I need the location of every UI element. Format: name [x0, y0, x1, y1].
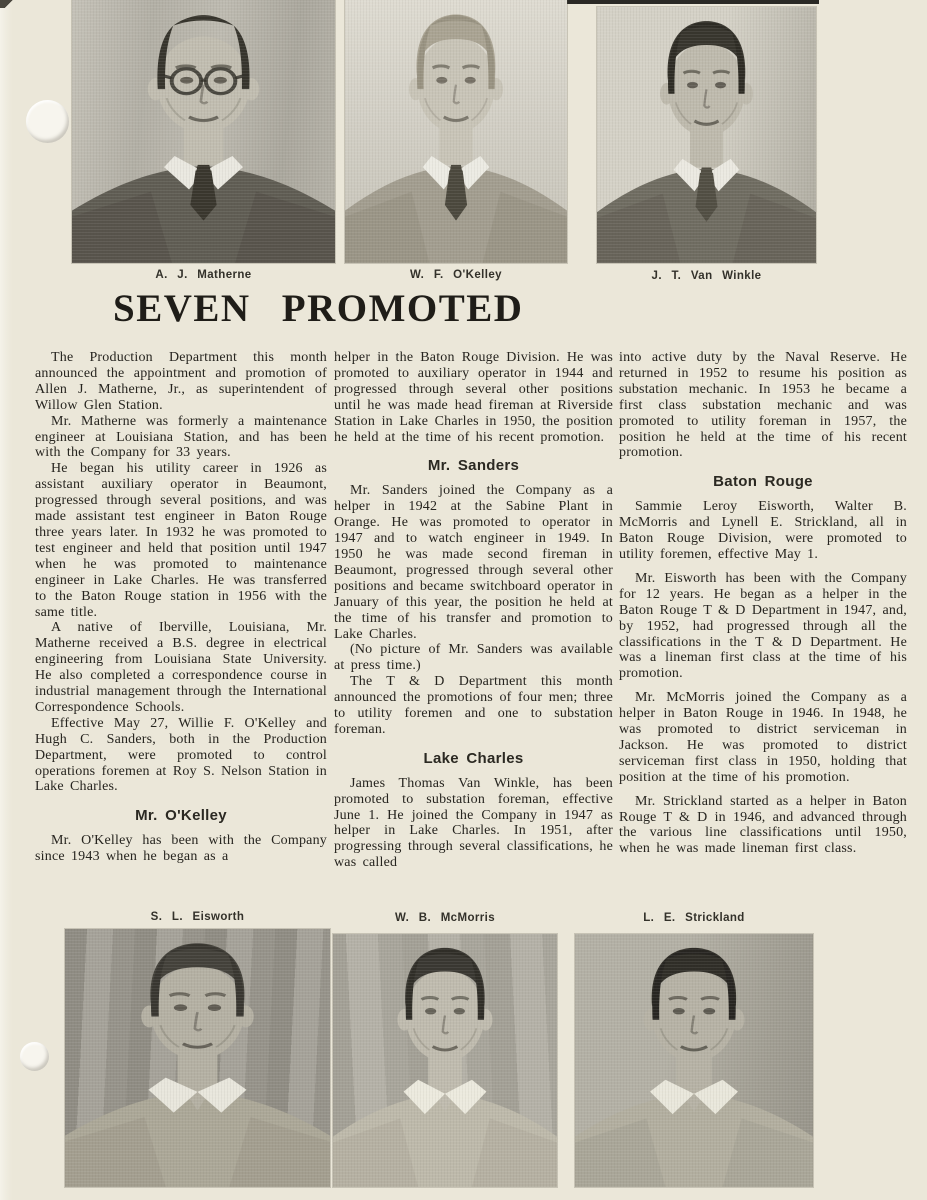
page-title: SEVEN PROMOTED — [113, 287, 524, 330]
portrait-photo-okelley — [345, 0, 567, 263]
portrait-photo-strickland — [575, 934, 813, 1187]
scan-corner-mark — [0, 0, 15, 8]
paragraph: Sammie Leroy Eisworth, Walter B. McMorris and Lynell E. Strickland, all in Baton Rouge Division, were promoted to utility foremen, effective May 1. — [619, 499, 907, 562]
portrait-photo-matherne — [72, 0, 335, 263]
portrait-photo-vanwinkle — [597, 7, 816, 263]
paragraph: James Thomas Van Winkle, has been promoted to substation foreman, effective June 1. He joined the Company in 1947 as helper in Lake Charles. In 1951, after progressing through several classifications, he was called — [334, 775, 613, 871]
paragraph: Mr. O'Kelley has been with the Company since 1943 when he began as a — [35, 833, 327, 865]
photo-caption-strickland: L. E. Strickland — [643, 912, 745, 924]
subhead-mr-okelley: Mr. O'Kelley — [135, 807, 227, 825]
paragraph: The Production Department this month announced the appointment and promotion of Allen J. Matherne, Jr., as superintendent of Willow Glen Station. — [35, 350, 327, 413]
paragraph: Mr. McMorris joined the Company as a helper in Baton Rouge in 1946. In 1948, he was promoted to district serviceman in Jackson. He was promoted to district serviceman first class in 1950, holding that position at the time of his promotion. — [619, 690, 907, 785]
paragraph: A native of Iberville, Louisiana, Mr. Matherne received a B.S. degree in electrical engineering from Louisiana State University. He also completed a correspondence course in industrial management through the International Correspondence Schools. — [35, 620, 327, 715]
paragraph: into active duty by the Naval Reserve. He returned in 1952 to resume his position as substation mechanic. In 1953 he became a first class substation mechanic and was promoted to utility foreman in 1957, the position he held at the time of his recent promotion. — [619, 350, 907, 461]
paragraph: The T & D Department this month announced the promotions of four men; three to utility foremen and one to substation foreman. — [334, 674, 613, 737]
subhead-mr-sanders: Mr. Sanders — [427, 457, 520, 475]
portrait-photo-eisworth — [65, 929, 330, 1187]
subhead-baton-rouge: Baton Rouge — [713, 473, 813, 491]
photo-caption-mcmorris: W. B. McMorris — [394, 912, 496, 924]
paragraph: Mr. Strickland started as a helper in Baton Rouge T & D in 1946, and advanced through the various line classifications until 1950, when he was made lineman first class. — [619, 793, 907, 857]
text-column-3 — [619, 350, 907, 865]
photo-caption-vanwinkle: J. T. Van Winkle — [651, 270, 762, 282]
paragraph: Mr. Eisworth has been with the Company for 12 years. He began as a helper in the Baton Rouge T & D Department in 1947, and, by 1952, had progressed through all the classifications in the T & D Department. He was a lineman first class at the time of his promotion. — [619, 570, 907, 682]
text-column-2 — [334, 350, 613, 871]
photo-caption-okelley: W. F. O'Kelley — [410, 269, 502, 281]
portrait-photo-mcmorris — [333, 934, 557, 1187]
photo-caption-matherne: A. J. Matherne — [155, 269, 252, 281]
hole-punch — [20, 1042, 49, 1071]
photo-caption-eisworth: S. L. Eisworth — [150, 911, 245, 923]
paragraph: He began his utility career in 1926 as assistant auxiliary operator in Beaumont, progressed through several positions, and was made assistant test engineer in Baton Rouge three years later. In 1932 he was promoted to test engineer and held that position until 1947 when he was promoted to maintenance engineer in Lake Charles. He was transferred to the Baton Rouge station in 1956 with the same title. — [35, 461, 327, 620]
text-column-1 — [35, 350, 327, 865]
hole-punch — [26, 100, 69, 143]
paragraph: Effective May 27, Willie F. O'Kelley and Hugh C. Sanders, both in the Production Department, were promoted to control operations foremen at Roy S. Nelson Station in Lake Charles. — [35, 715, 327, 795]
paragraph: (No picture of Mr. Sanders was available at press time.) — [334, 642, 613, 674]
paragraph: Mr. Sanders joined the Company as a helper in 1942 at the Sabine Plant in Orange. He was promoted to operator in 1947 and to watch engineer in 1949. In 1950 he was made second fireman in Beaumont, progressed through several other positions and became switchboard operator in January of this year, the position he held at the time of his transfer and promotion to Lake Charles. — [334, 483, 613, 642]
subhead-lake-charles: Lake Charles — [423, 749, 524, 767]
paragraph: helper in the Baton Rouge Division. He was promoted to auxiliary operator in 1944 and progressed through several other positions until he was made head fireman at Riverside Station in Lake Charles in 1950, the position he held at the time of his recent promotion. — [334, 350, 613, 445]
paragraph: Mr. Matherne was formerly a maintenance engineer at Louisiana Station, and has been with the Company for 33 years. — [35, 413, 327, 461]
scan-edge-artifact — [556, 0, 819, 4]
